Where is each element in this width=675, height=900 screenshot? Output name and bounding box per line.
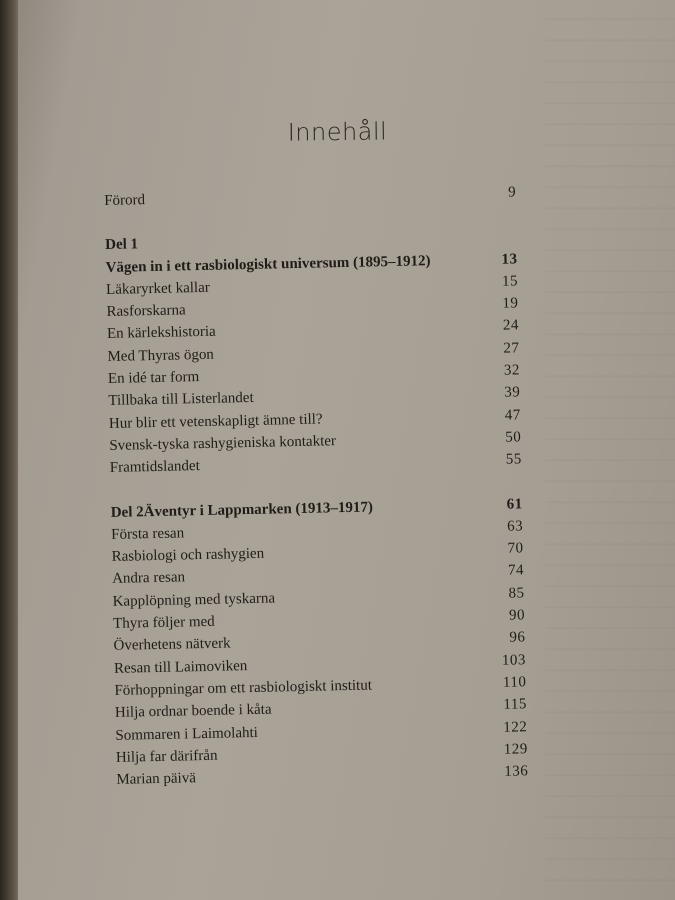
toc-page-number: 47 <box>504 406 521 424</box>
toc-page-number: 110 <box>502 674 527 691</box>
part-1-heading: Del 1 <box>104 236 139 254</box>
toc-label: Kapplöpning med tyskarna <box>112 590 276 610</box>
toc-page-number: 115 <box>503 696 528 713</box>
toc-page-number: 136 <box>504 763 529 780</box>
toc-label: Sommaren i Laimolahti <box>115 724 259 744</box>
toc-label: Första resan <box>111 525 185 543</box>
toc-label: Överhetens nätverk <box>113 635 231 655</box>
toc-page-number: 129 <box>503 741 528 758</box>
toc-page-number: 50 <box>505 429 522 446</box>
toc-label: Andra resan <box>111 569 186 588</box>
toc-label: Rasforskarna <box>106 302 186 321</box>
toc-page-number: 9 <box>507 184 517 201</box>
toc-page-number: 55 <box>505 451 522 468</box>
page-title: Innehåll <box>287 117 388 147</box>
part-2-heading: Del 2 <box>110 503 144 521</box>
toc-page-number: 27 <box>503 340 520 357</box>
toc-label: Förhoppningar om ett rasbiologiskt institut <box>114 677 373 699</box>
toc-page-number: 85 <box>508 585 525 602</box>
toc-label: En idé tar form <box>107 369 200 388</box>
toc-page-number: 19 <box>502 295 519 312</box>
toc-label: Förord <box>104 192 146 209</box>
toc-label: Hur blir ett vetenskapligt ämne till? <box>108 411 323 432</box>
toc-page-number: 15 <box>501 273 519 290</box>
toc-page-number: 39 <box>504 384 521 402</box>
part-2-title: Äventyr i Lappmarken (1913–1917) <box>143 499 374 520</box>
toc-label: Läkaryrket kallar <box>105 279 210 298</box>
toc-label: Marian päivä <box>116 770 197 788</box>
toc-page-number: 32 <box>503 362 521 379</box>
part-2-chapter-list <box>111 515 529 791</box>
toc-page-number: 13 <box>501 250 518 268</box>
toc-label: Med Thyras ögon <box>107 346 215 365</box>
toc-page-number: 122 <box>503 718 528 736</box>
toc-label: Hilja ordnar boende i kåta <box>114 701 272 722</box>
toc-label: Framtidslandet <box>109 458 200 477</box>
toc-page-number: 103 <box>501 651 527 669</box>
table-of-contents <box>104 181 529 791</box>
toc-page-number: 74 <box>507 562 525 580</box>
toc-page-number: 63 <box>506 518 524 535</box>
toc-page-number: 96 <box>509 629 526 646</box>
toc-page-number: 70 <box>507 540 524 557</box>
toc-page-number: 61 <box>506 495 523 513</box>
toc-page-number: 24 <box>502 317 520 335</box>
toc-label: Resan till Laimoviken <box>113 657 248 677</box>
toc-label: Vägen in i ett rasbiologiskt universum (1895–1912) <box>105 252 431 276</box>
toc-label: Tillbaka till Listerlandet <box>108 390 254 410</box>
toc-label: En kärlekshistoria <box>106 324 216 343</box>
toc-label: Hilja far därifrån <box>115 747 218 766</box>
toc-label: Svensk-tyska rashygieniska kontakter <box>109 433 337 454</box>
toc-page-number: 90 <box>508 607 526 624</box>
part-1-chapter-list <box>106 270 522 479</box>
toc-label: Rasbiologi och rashygien <box>111 545 265 566</box>
toc-label: Thyra följer med <box>112 613 215 632</box>
